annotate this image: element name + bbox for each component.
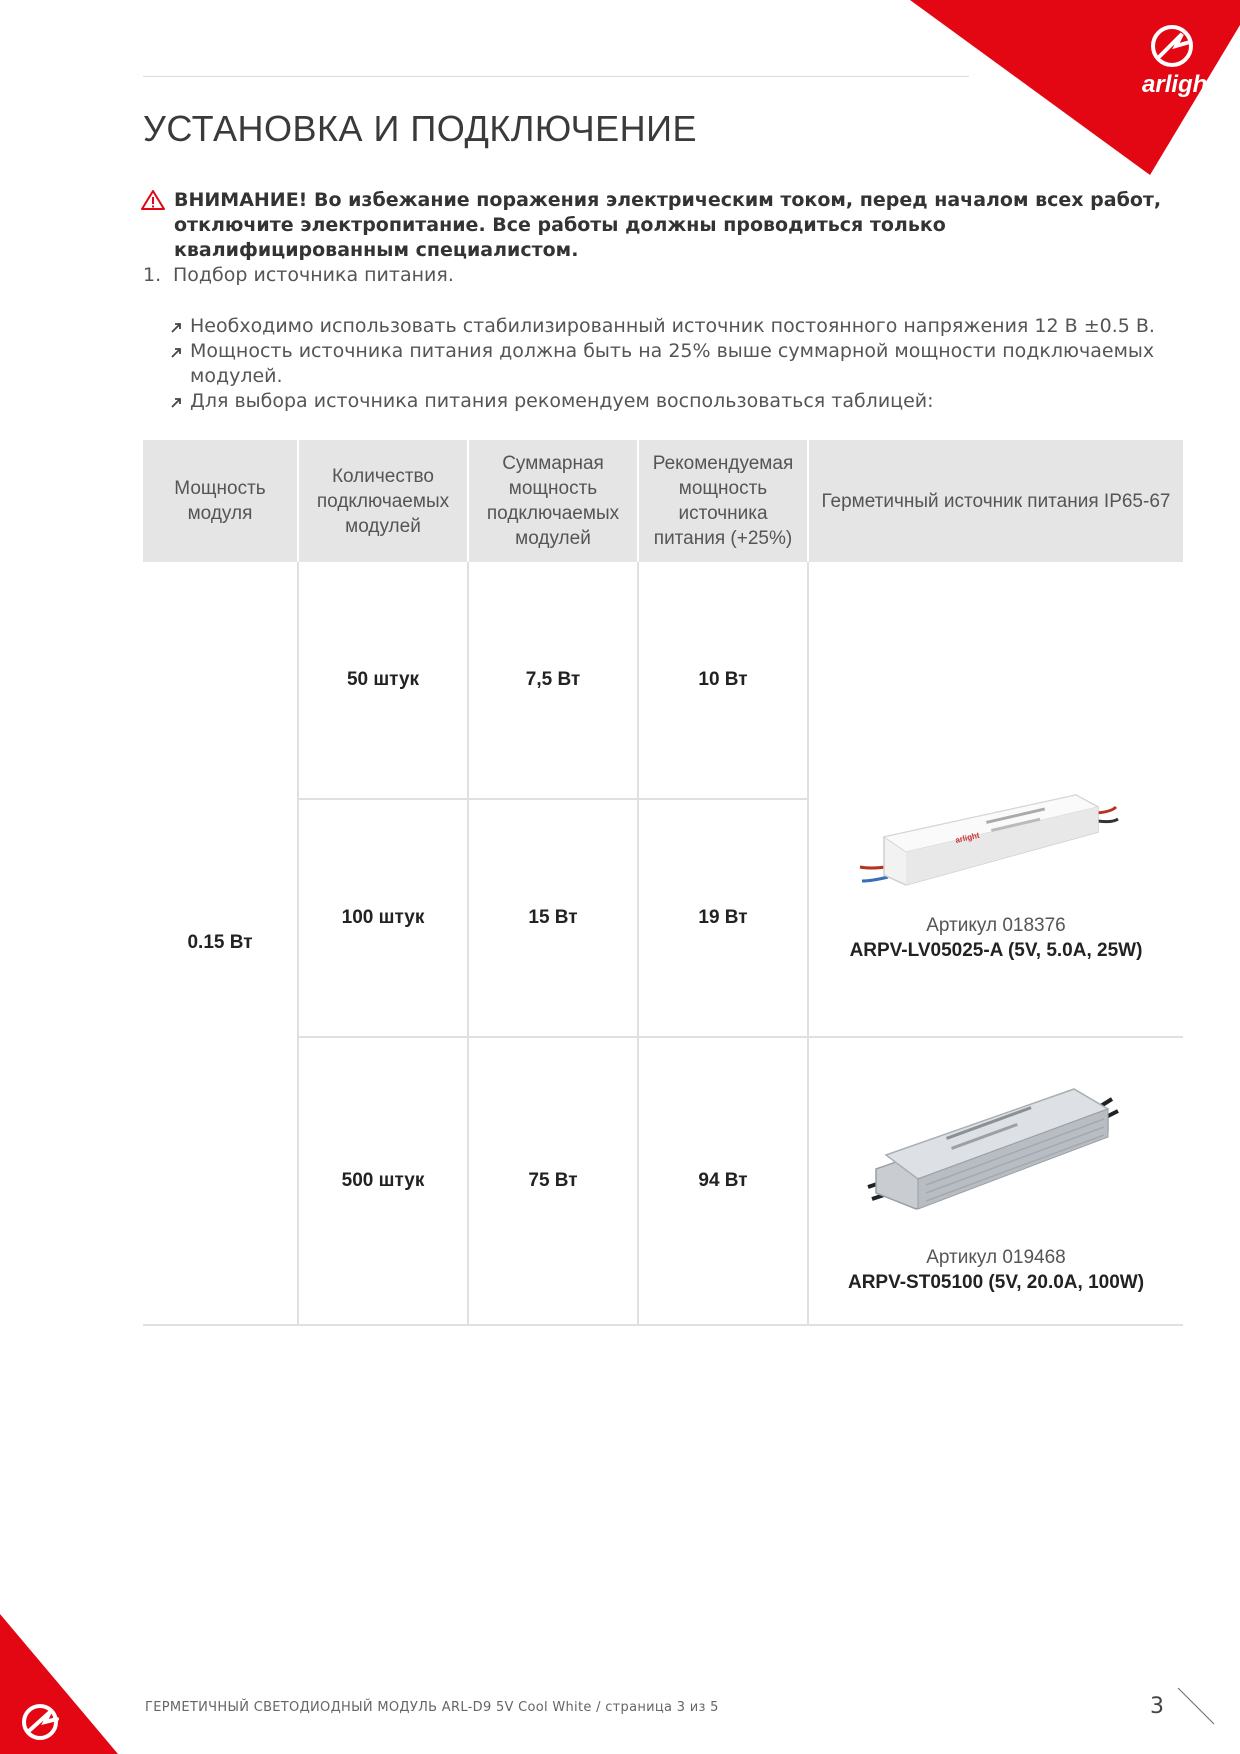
column-header-total-power: Суммарная мощность подключаемых модулей xyxy=(468,440,638,562)
page-slash-decoration xyxy=(1176,1686,1216,1726)
total-power-cell: 75 Вт xyxy=(468,1037,638,1325)
list-item-text: Для выбора источника питания рекомендуем воспользоваться таблицей: xyxy=(190,390,934,412)
list-item xyxy=(170,339,1170,389)
warning-triangle-icon xyxy=(140,189,166,211)
footer-text: ГЕРМЕТИЧНЫЙ СВЕТОДИОДНЫЙ МОДУЛЬ ARL-D9 5V Cool White / страница 3 из 5 xyxy=(145,1700,719,1715)
brand-logo[interactable] xyxy=(910,0,1240,180)
count-cell: 500 штук xyxy=(298,1037,468,1325)
page-number: 3 xyxy=(1150,1694,1164,1719)
page-title: УСТАНОВКА И ПОДКЛЮЧЕНИЕ xyxy=(143,108,697,149)
arrow-bullet-icon xyxy=(170,397,182,409)
column-header-power-supply: Герметичный источник питания IP65-67 xyxy=(808,440,1183,562)
power-supply-image-small xyxy=(846,757,1146,907)
list-item xyxy=(170,314,1170,339)
product-cell xyxy=(808,1037,1183,1325)
product-article: Артикул 018376 xyxy=(926,914,1066,936)
warning-text: ВНИМАНИЕ! Во избежание поражения электрическим током, перед началом всех работ, отключите электропитание. Все работы должны проводиться только квалифицированным специалистом. xyxy=(174,189,1162,261)
warning-block xyxy=(140,188,1180,263)
step-text: Подбор источника питания. xyxy=(173,264,454,286)
power-supply-image-large xyxy=(846,1069,1146,1239)
footer-brand-mark xyxy=(0,1614,125,1754)
module-power-cell: 0.15 Вт xyxy=(143,562,298,1325)
arrow-bullet-icon xyxy=(170,347,182,359)
product-article: Артикул 019468 xyxy=(926,1246,1066,1268)
count-cell: 100 штук xyxy=(298,799,468,1037)
list-item-text: Мощность источника питания должна быть на 25% выше суммарной мощности подключаемых модулей. xyxy=(190,340,1155,387)
recommended-power-cell: 10 Вт xyxy=(638,562,808,799)
total-power-cell: 15 Вт xyxy=(468,799,638,1037)
total-power-cell: 7,5 Вт xyxy=(468,562,638,799)
table-row xyxy=(143,562,1183,799)
product-cell xyxy=(808,562,1183,1037)
column-header-recommended-power: Рекомендуемая мощность источника питания (+25%) xyxy=(638,440,808,562)
top-divider xyxy=(143,76,969,77)
recommended-power-cell: 19 Вт xyxy=(638,799,808,1037)
power-supply-table xyxy=(143,440,1183,1326)
product-model: ARPV-LV05025-A (5V, 5.0A, 25W) xyxy=(849,939,1143,961)
product-model: ARPV-ST05100 (5V, 20.0A, 100W) xyxy=(847,1271,1145,1293)
count-cell: 50 штук xyxy=(298,562,468,799)
recommended-power-cell: 94 Вт xyxy=(638,1037,808,1325)
table-row xyxy=(143,1037,1183,1325)
svg-text:arlight: arlight xyxy=(954,830,981,845)
step-item xyxy=(143,264,454,286)
table-header-row xyxy=(143,440,1183,562)
requirements-list xyxy=(170,314,1170,414)
arrow-bullet-icon xyxy=(170,322,182,334)
list-item-text: Необходимо использовать стабилизированный источник постоянного напряжения 12 В ±0.5 В. xyxy=(190,315,1155,337)
column-header-module-count: Количество подключаемых модулей xyxy=(298,440,468,562)
brand-logo-text: arlight xyxy=(1142,71,1216,98)
column-header-module-power: Мощность модуля xyxy=(143,440,298,562)
step-number: 1. xyxy=(143,264,162,286)
list-item xyxy=(170,389,1170,414)
